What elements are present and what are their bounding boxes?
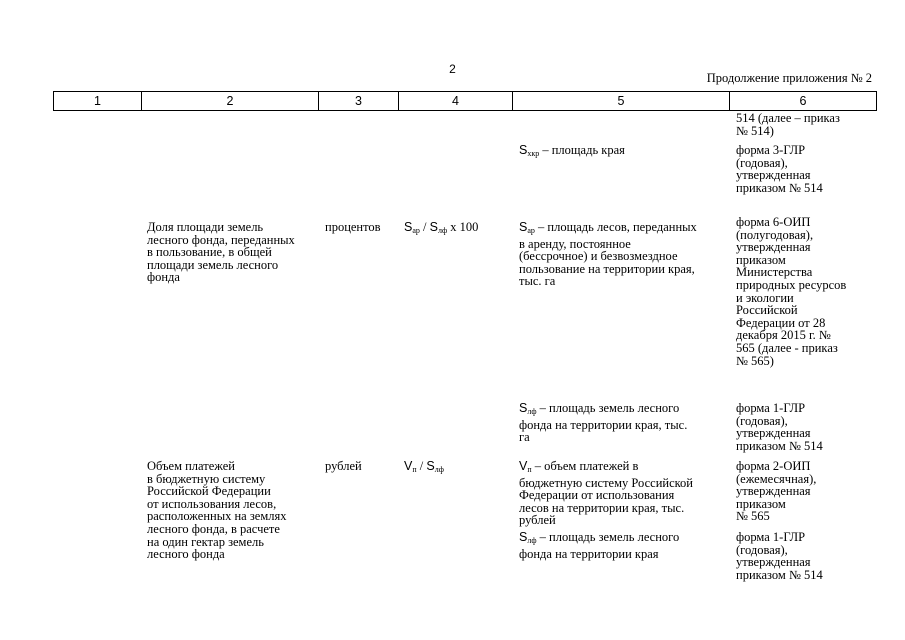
carried-over-source: 514 (далее – приказ № 514) — [736, 111, 840, 138]
indicator-2-variable-1-description: $V_п$ – объем платежей в бюджетную систему Российской Федерации от использования лесов на территории края, тыс. рублей — [519, 459, 693, 528]
indicator-1-variable-1-source: форма 6-ОИП (полугодовая), утвержденная приказом Министерства природных ресурсов и экологии Российской Федерации от 28 декабря 2015 г. № 565 (далее - приказ № 565) — [736, 215, 847, 368]
column-number-1: 1 — [54, 92, 142, 111]
indicator-2-variable-2-description: $S_{лф}$ – площадь земель лесного фонда на территории края — [519, 530, 680, 561]
indicator-1-name: Доля площади земель лесного фонда, переданных в пользование, в общей площади земель лесного фонда — [147, 220, 295, 285]
indicator-2-formula: $V_п / S_{лф}$ — [404, 459, 444, 474]
continuation-label: Продолжение приложения № 2 — [706, 71, 872, 85]
column-number-3: 3 — [319, 92, 399, 111]
column-number-5: 5 — [513, 92, 730, 111]
indicator-1-formula: $S_{ар} / S_{лф}$ х 100 — [404, 220, 479, 235]
indicator-2-unit: рублей — [325, 459, 362, 473]
indicator-1-variable-1-description: $S_{ар}$ – площадь лесов, переданных в аренду, постоянное (бессрочное) и безвозмездное пользование на территории края, тыс. га — [519, 220, 697, 289]
indicator-2-variable-1-source: форма 2-ОИП (ежемесячная), утвержденная приказом № 565 — [736, 459, 817, 524]
indicator-2-name: Объем платежей в бюджетную систему Российской Федерации от использования лесов, расположенных на землях лесного фонда, в расчете на один гектар земель лесного фонда — [147, 459, 287, 562]
region-area-description: $S_{хкр}$ – площадь края — [519, 143, 625, 158]
page-number: 2 — [449, 62, 456, 76]
column-number-4: 4 — [399, 92, 513, 111]
column-number-2: 2 — [142, 92, 319, 111]
indicator-1-variable-2-source: форма 1-ГЛР (годовая), утвержденная приказом № 514 — [736, 401, 823, 453]
region-area-source: форма 3-ГЛР (годовая), утвержденная приказом № 514 — [736, 143, 823, 195]
indicator-2-variable-2-source: форма 1-ГЛР (годовая), утвержденная приказом № 514 — [736, 530, 823, 582]
column-number-header — [53, 91, 877, 111]
column-number-6: 6 — [730, 92, 877, 111]
indicator-1-unit: процентов — [325, 220, 381, 234]
indicator-1-variable-2-description: $S_{лф}$ – площадь земель лесного фонда на территории края, тыс. га — [519, 401, 688, 445]
